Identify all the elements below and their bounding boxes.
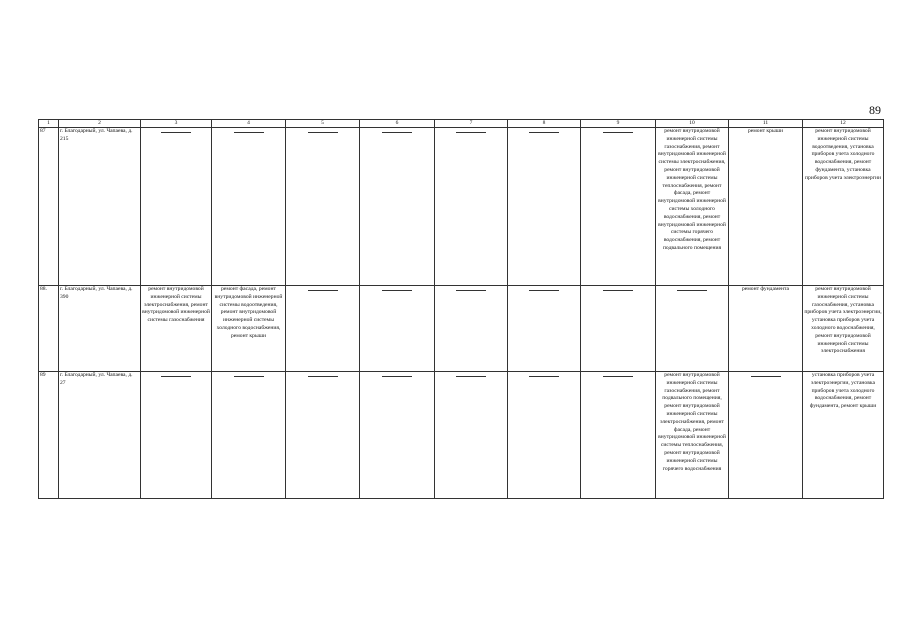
column-number-header <box>39 120 884 128</box>
column-header: 1 <box>39 120 59 128</box>
dash-mark <box>751 376 781 377</box>
dash-mark <box>456 376 486 377</box>
empty-cell <box>508 128 581 286</box>
column-header: 11 <box>729 120 803 128</box>
work-cell: ремонт внутридомовой инженерной системы электроснабжения, ремонт внутридомовой инженерной системы газоснабжения <box>141 286 212 372</box>
work-cell: ремонт внутридомовой инженерной системы газоснабжения, установка приборов учета электроэнергии, установка приборов учета холодного водоснабжения, ремонт внутридомовой инженерной системы электроснабжения <box>803 286 884 372</box>
column-header: 7 <box>435 120 508 128</box>
empty-cell <box>581 286 656 372</box>
work-cell: ремонт фундамента <box>729 286 803 372</box>
column-header: 6 <box>360 120 435 128</box>
empty-cell <box>656 286 729 372</box>
work-cell: ремонт внутридомовой инженерной системы газоснабжения, ремонт подвального помещения, ремонт внутридомовой инженерной системы электроснабжения, ремонт фасада, ремонт внутридомовой инженерной системы теплоснабжения, ремонт внутридомовой инженерной системы горячего водоснабжения <box>656 372 729 499</box>
column-header: 12 <box>803 120 884 128</box>
empty-cell <box>286 286 360 372</box>
dash-mark <box>382 290 412 291</box>
table-row <box>39 286 884 372</box>
address-cell: г. Благодарный, ул. Чапаева, д. 215 <box>59 128 141 286</box>
column-header: 2 <box>59 120 141 128</box>
work-cell: установка приборов учета электроэнергии, установка приборов учета холодного водоснабжения, ремонт фундамента, ремонт крыши <box>803 372 884 499</box>
row-number: 89 <box>39 372 59 499</box>
work-cell: ремонт крыши <box>729 128 803 286</box>
work-cell: ремонт внутридомовой инженерной системы водоотведения, установка приборов учета холодного водоснабжения, ремонт фундамента, установка приборов учета электроэнергии <box>803 128 884 286</box>
empty-cell <box>729 372 803 499</box>
dash-mark <box>603 376 633 377</box>
page-number: 89 <box>869 103 881 117</box>
empty-cell <box>212 128 286 286</box>
dash-mark <box>308 290 338 291</box>
empty-cell <box>435 372 508 499</box>
column-header: 4 <box>212 120 286 128</box>
empty-cell <box>435 286 508 372</box>
empty-cell <box>581 372 656 499</box>
dash-mark <box>308 132 338 133</box>
empty-cell <box>141 128 212 286</box>
empty-cell <box>508 286 581 372</box>
address-cell: г. Благодарный, ул. Чапаева, д. 27 <box>59 372 141 499</box>
dash-mark <box>234 132 264 133</box>
dash-mark <box>161 376 191 377</box>
row-number: 87 <box>39 128 59 286</box>
dash-mark <box>529 290 559 291</box>
dash-mark <box>603 132 633 133</box>
empty-cell <box>141 372 212 499</box>
dash-mark <box>161 132 191 133</box>
dash-mark <box>677 290 707 291</box>
dash-mark <box>529 376 559 377</box>
empty-cell <box>360 286 435 372</box>
work-cell: ремонт внутридомовой инженерной системы газоснабжения, ремонт внутридомовой инженерной системы электроснабжения, ремонт внутридомовой инженерной системы теплоснабжения, ремонт фасада, ремонт внутридомовой инженерной системы холодного водоснабжения, ремонт внутридомовой инженерной системы горячего водоснабжения, ремонт подвального помещения <box>656 128 729 286</box>
column-header: 9 <box>581 120 656 128</box>
column-header: 8 <box>508 120 581 128</box>
dash-mark <box>382 376 412 377</box>
column-header: 3 <box>141 120 212 128</box>
dash-mark <box>456 290 486 291</box>
dash-mark <box>529 132 559 133</box>
empty-cell <box>360 128 435 286</box>
column-header: 10 <box>656 120 729 128</box>
dash-mark <box>603 290 633 291</box>
empty-cell <box>286 128 360 286</box>
table-row <box>39 128 884 286</box>
dash-mark <box>308 376 338 377</box>
empty-cell <box>508 372 581 499</box>
column-header: 5 <box>286 120 360 128</box>
empty-cell <box>581 128 656 286</box>
table-row <box>39 372 884 499</box>
dash-mark <box>456 132 486 133</box>
empty-cell <box>286 372 360 499</box>
dash-mark <box>234 376 264 377</box>
repair-schedule-table <box>38 119 884 499</box>
address-cell: г. Благодарный, ул. Чапаева, д. 390 <box>59 286 141 372</box>
empty-cell <box>360 372 435 499</box>
dash-mark <box>382 132 412 133</box>
empty-cell <box>212 372 286 499</box>
row-number: 88. <box>39 286 59 372</box>
empty-cell <box>435 128 508 286</box>
work-cell: ремонт фасада, ремонт внутридомовой инженерной системы водоотведения, ремонт внутридомовой инженерной системы холодного водоснабжения, ремонт крыши <box>212 286 286 372</box>
